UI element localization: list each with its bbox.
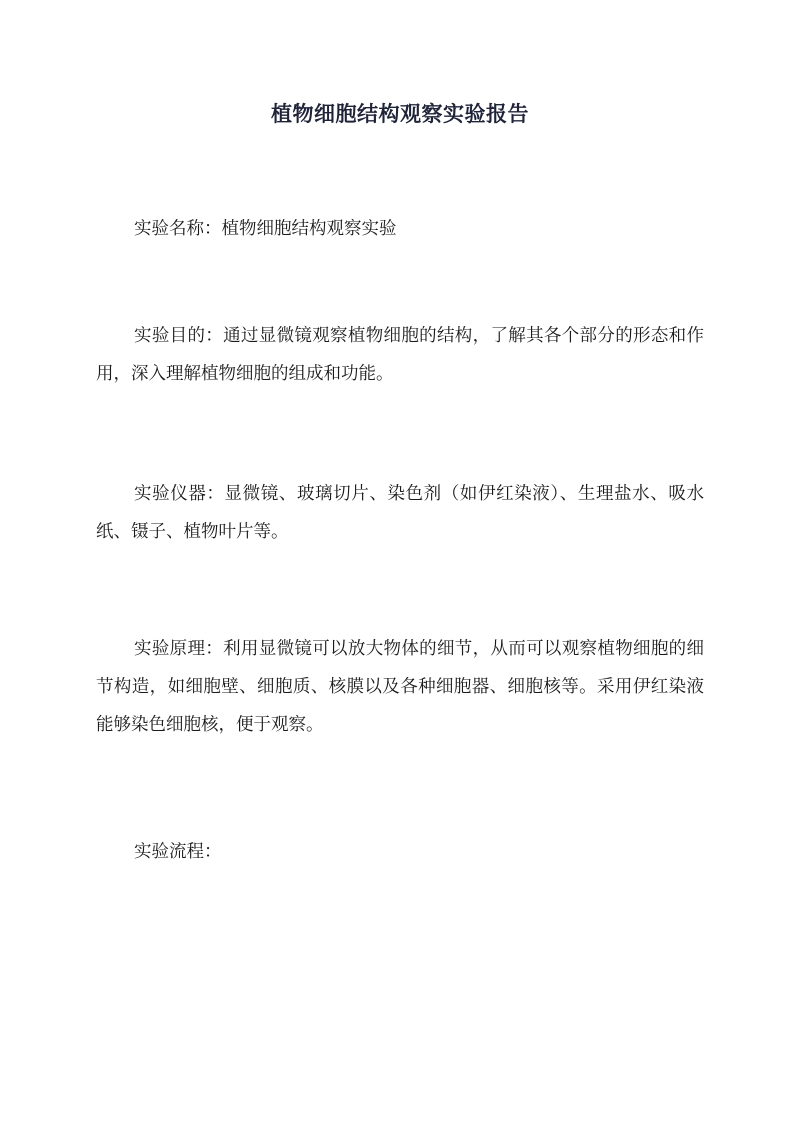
document-title: 植物细胞结构观察实验报告 (271, 101, 529, 126)
experiment-instruments-paragraph: 实验仪器：显微镜、玻璃切片、染色剂（如伊红染液）、生理盐水、吸水纸、镊子、植物叶片等。 (96, 484, 704, 542)
experiment-principle-paragraph: 实验原理：利用显微镜可以放大物体的细节，从而可以观察植物细胞的细节构造，如细胞壁、细胞质、核膜以及各种细胞器、细胞核等。采用伊红染液能够染色细胞核，便于观察。 (96, 639, 704, 735)
experiment-name-paragraph: 实验名称：植物细胞结构观察实验 (134, 219, 397, 239)
experiment-procedure-heading: 实验流程： (134, 842, 222, 862)
experiment-purpose-paragraph: 实验目的：通过显微镜观察植物细胞的结构，了解其各个部分的形态和作用，深入理解植物细胞的组成和功能。 (96, 326, 704, 384)
